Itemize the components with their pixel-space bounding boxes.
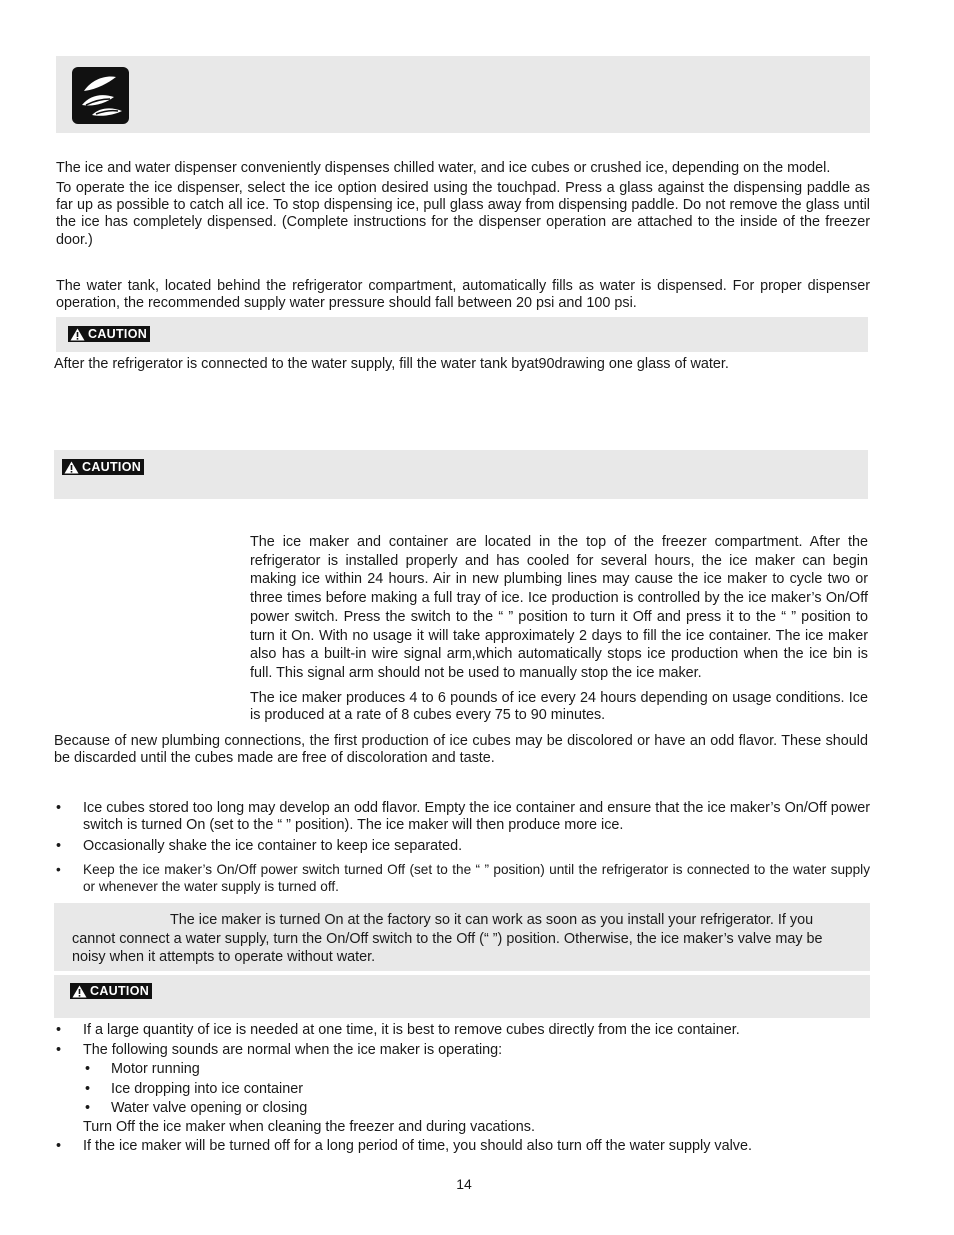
caution-band-3	[54, 975, 870, 1018]
caution-badge	[62, 459, 144, 475]
tips-list	[54, 800, 870, 898]
caution-badge	[70, 983, 152, 999]
caution-label: CAUTION	[90, 984, 150, 998]
warning-triangle-icon	[70, 328, 85, 341]
final-bullets	[54, 1022, 870, 1155]
list-item: • Water valve opening or closing	[83, 1100, 870, 1117]
caution-1-text: After the refrigerator is connected to the water supply, fill the water tank byat90drawing one glass of water.	[54, 356, 729, 372]
list-item: • Ice dropping into ice container	[83, 1081, 870, 1098]
note-band	[54, 903, 870, 971]
dispenser-intro-p1: The ice and water dispenser conveniently dispenses chilled water, and ice cubes or crushed ice, depending on the model.	[56, 160, 831, 176]
list-item: • If the ice maker will be turned off for a long period of time, you should also turn off the water supply valve.	[54, 1138, 870, 1155]
ice-maker-p2: The ice maker produces 4 to 6 pounds of ice every 24 hours depending on usage conditions. Ice is produced at a rate of 8 cubes every 75 to 90 minutes.	[250, 690, 868, 724]
list-item: • If a large quantity of ice is needed at one time, it is best to remove cubes directly from the ice container.	[54, 1022, 870, 1039]
caution-band-2	[54, 450, 868, 499]
list-item: • Keep the ice maker’s On/Off power switch turned Off (set to the “ ” position) until the refrigerator is connected to the water supply or whenever the water supply is turned off.	[54, 861, 870, 895]
caution-badge	[68, 326, 150, 342]
warning-triangle-icon	[72, 985, 87, 998]
caution-band-1	[56, 317, 868, 352]
turn-off-text: Turn Off the ice maker when cleaning the freezer and during vacations.	[83, 1119, 535, 1136]
list-item-text: The following sounds are normal when the ice maker is operating:	[83, 1042, 503, 1059]
water-tank-p1: The water tank, located behind the refrigerator compartment, automatically fills as water is dispensed. For proper dispenser operation, the recommended supply water pressure should fall between 20 psi and 100 psi.	[56, 278, 870, 312]
dispenser-leaves-icon	[72, 67, 129, 124]
page-number: 14	[456, 1176, 472, 1192]
discolor-text: Because of new plumbing connections, the first production of ice cubes may be discolored or have an odd flavor. These should be discarded until the cubes made are free of discoloration and taste.	[54, 733, 868, 767]
warning-triangle-icon	[64, 461, 79, 474]
caution-label: CAUTION	[82, 460, 142, 474]
list-item	[54, 1042, 870, 1136]
sounds-list	[83, 1061, 870, 1117]
final-list	[54, 1022, 870, 1158]
list-item: • Motor running	[83, 1061, 870, 1078]
list-item: • Occasionally shake the ice container to keep ice separated.	[54, 838, 870, 855]
caution-label: CAUTION	[88, 327, 148, 341]
ice-maker-p1: The ice maker and container are located in the top of the freezer compartment. After the refrigerator is installed properly and has cooled for several hours, the ice maker can begin making ice within 24 hours. Air in new plumbing lines may cause the ice maker to cycle two or three times before making a full tray of ice. Ice production is controlled by the ice maker’s On/Off power switch. Press the switch to the “ ” position to turn it Off and press it to the “ ” position to turn it On. With no usage it will take approximately 2 days to fill the ice container. The ice maker also has a built-in wire signal arm,which automatically stops ice production when the ice bin is full. This signal arm should not be used to manually stop the ice maker.	[250, 534, 868, 681]
list-item: • Ice cubes stored too long may develop an odd flavor. Empty the ice container and ensure that the ice maker’s On/Off power switch is turned On (set to the “ ” position). The ice maker will then produce more ice.	[54, 800, 870, 834]
header-band	[56, 56, 870, 133]
dispenser-intro-p2: To operate the ice dispenser, select the ice option desired using the touchpad. Press a glass against the dispensing paddle as far up as possible to catch all ice. To stop dispensing ice, pull glass away from dispensing paddle. Do not remove the glass until the ice has completely dispensed. (Complete instructions for the dispenser operation are attached to the inside of the freezer door.)	[56, 180, 870, 248]
note-text: The ice maker is turned On at the factory so it can work as soon as you install your refrigerator. If you cannot connect a water supply, turn the On/Off switch to the Off (“ ”) position. Otherwise, the ice maker’s valve may be noisy when it attempts to operate without water.	[72, 912, 823, 965]
